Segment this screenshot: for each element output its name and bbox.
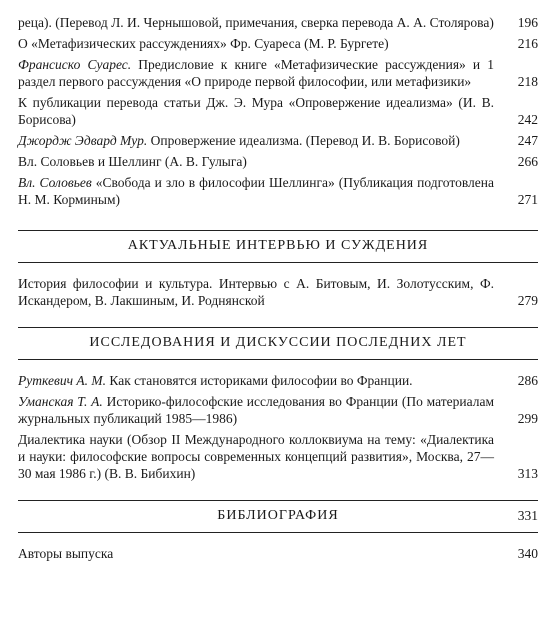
entry-text: Диалектика науки (Обзор II Международного коллоквиума на тему: «Диалектика и науки: философские вопросы современных концепций развития», Москва, 27—30 мая 1986 г.) (В. В. Бибихин) [18, 432, 494, 481]
page-number: 266 [517, 154, 538, 169]
section-divider [18, 532, 538, 533]
entry-text: Авторы выпуска [18, 546, 114, 561]
entry-text: Предисловие к книге «Метафизические рассуждения» и 1 раздел первого рассуждения «О природе первой философии, или метафизики» [18, 57, 494, 89]
page-number: 286 [517, 373, 538, 388]
page-number: 299 [517, 411, 538, 426]
section-title: ИССЛЕДОВАНИЯ И ДИСКУССИИ ПОСЛЕДНИХ ЛЕТ [89, 335, 467, 350]
entry [18, 56, 538, 90]
page-number: 279 [517, 293, 538, 308]
page-number: 196 [517, 15, 538, 30]
page-number: 247 [517, 133, 538, 148]
entry [18, 14, 538, 31]
entry-text: «Свобода и зло в философии Шеллинга» (Публикация подготовлена Н. М. Корминым) [18, 175, 494, 207]
entry-author: Джордж Эдвард Мур. [18, 133, 148, 148]
entry [18, 35, 538, 52]
entry [18, 132, 538, 149]
entry-author: Уманская Т. А. [18, 394, 103, 409]
entry-text: К публикации перевода статьи Дж. Э. Мура «Опровержение идеализма» (И. В. Борисова) [18, 95, 494, 127]
page-number: 340 [517, 546, 538, 561]
entry [18, 545, 538, 562]
page-number: 313 [517, 466, 538, 481]
table-of-contents [18, 0, 538, 562]
entry-author: Франсиско Суарес. [18, 57, 132, 72]
page-number: 331 [517, 508, 538, 523]
entry-text: История философии и культура. Интервью с А. Битовым, И. Золотусским, Ф. Искандером, В. Лакшиным, И. Роднянской [18, 276, 494, 308]
entry-author: Руткевич А. М. [18, 373, 107, 388]
entry-author: Вл. Соловьев [18, 175, 92, 190]
section-title: АКТУАЛЬНЫЕ ИНТЕРВЬЮ И СУЖДЕНИЯ [127, 238, 429, 253]
entry [18, 153, 538, 170]
page-number: 218 [517, 74, 538, 89]
section-divider [18, 230, 538, 231]
entry [18, 275, 538, 309]
entry [18, 431, 538, 482]
entry-text: реца). (Перевод Л. И. Чернышовой, примечания, сверка перевода А. А. Столярова) [18, 15, 494, 30]
page-number: 216 [517, 36, 538, 51]
entry-text: О «Метафизических рассуждениях» Фр. Суареса (М. Р. Бургете) [18, 36, 389, 51]
section-divider [18, 262, 538, 263]
section-divider [18, 359, 538, 360]
page-number: 242 [517, 112, 538, 127]
entry-text: Опровержение идеализма. (Перевод И. В. Борисовой) [147, 133, 460, 148]
section-row [18, 507, 538, 524]
entry-text: Историко-философские исследования во Франции (По материалам журнальных публикаций 1985—1986) [18, 394, 494, 426]
entry [18, 94, 538, 128]
page-number: 271 [517, 192, 538, 207]
entry-text: Как становятся историками философии во Франции. [106, 373, 413, 388]
entry [18, 174, 538, 208]
section-divider [18, 327, 538, 328]
entry [18, 393, 538, 427]
entry [18, 372, 538, 389]
section-title: БИБЛИОГРАФИЯ [217, 508, 339, 523]
section-divider [18, 500, 538, 501]
entry-text: Вл. Соловьев и Шеллинг (А. В. Гулыга) [18, 154, 247, 169]
